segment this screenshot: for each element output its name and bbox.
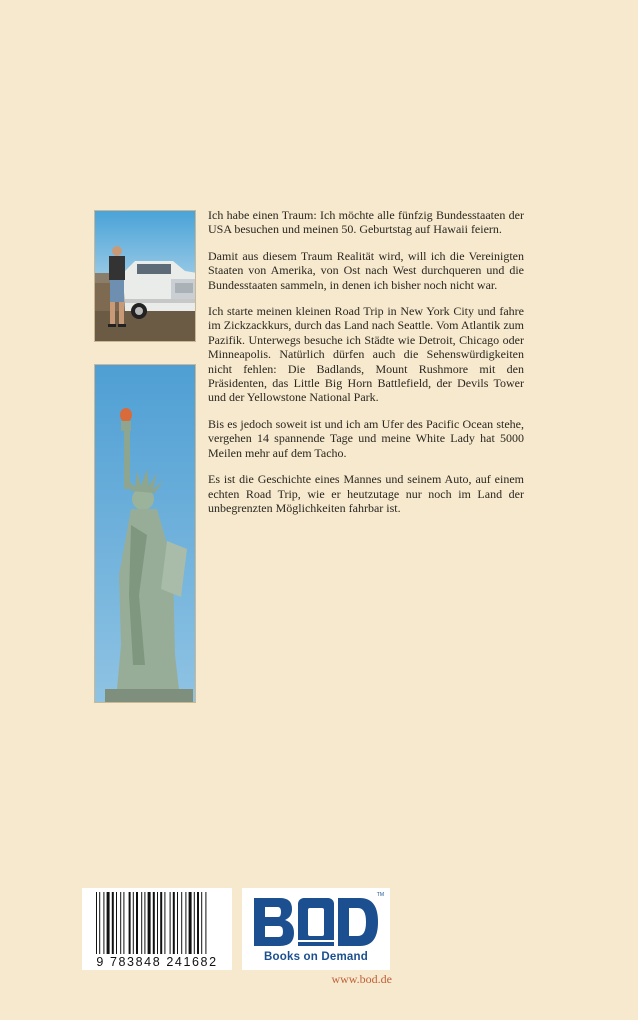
barcode-bar xyxy=(133,892,134,954)
isbn-barcode xyxy=(82,888,232,970)
barcode-bar xyxy=(194,892,195,954)
barcode-bar xyxy=(153,892,155,954)
barcode-bar xyxy=(99,892,100,954)
barcode-bar xyxy=(197,892,199,954)
publisher-logo xyxy=(242,888,390,970)
photo-man-with-car xyxy=(94,210,196,342)
bod-logo-icon xyxy=(252,896,380,948)
barcode-bar xyxy=(116,892,117,954)
barcode-bar xyxy=(177,892,178,954)
barcode-bars xyxy=(82,888,232,956)
blurb-paragraph: Damit aus diesem Traum Realität wird, will ich die Vereinigten Staaten von Amerika, von Ost nach West durchqueren und die Bundesstaaten sammeln, in denen ich bisher noch nicht war. xyxy=(208,248,524,292)
isbn-number: 9 783848 241682 xyxy=(96,955,218,969)
barcode-bar xyxy=(129,892,131,954)
barcode-bar xyxy=(112,892,114,954)
bod-tagline: Books on Demand xyxy=(264,951,368,963)
barcode-bar xyxy=(189,892,192,954)
barcode-bar xyxy=(205,892,206,954)
photo-statue-of-liberty xyxy=(94,364,196,703)
barcode-bar xyxy=(157,892,158,954)
barcode-bar xyxy=(123,892,124,954)
barcode-bar xyxy=(170,892,171,954)
barcode-bar xyxy=(120,892,121,954)
back-cover-blurb xyxy=(208,208,524,527)
blurb-paragraph: Es ist die Geschichte eines Mannes und seinem Auto, auf einem echten Road Trip, wie er heutzutage nur noch im Land der unbegrenzten Möglichkeiten fahrbar ist. xyxy=(208,472,524,515)
barcode-bar xyxy=(144,892,145,954)
barcode-bar xyxy=(148,892,151,954)
barcode-bar xyxy=(141,892,142,954)
barcode-bar xyxy=(185,892,186,954)
barcode-bar xyxy=(107,892,110,954)
barcode-bar xyxy=(136,892,138,954)
barcode-bar xyxy=(103,892,104,954)
blurb-paragraph: Ich starte meinen kleinen Road Trip in New York City und fahre im Zickzackkurs, durch das Land nach Seattle. Vom Atlantik zum Pazifik. Unterwegs besuche ich Städte wie Detroit, Chicago oder Minneapolis. Natürlich dürfen auch die Sehenswürdigkeiten nicht fehlen: Die Badlands, Mount Rushmore mit den Präsidenten, das Little Big Horn Battlefield, der Devils Tower und der Yellowstone National Park. xyxy=(208,304,524,405)
barcode-bar xyxy=(96,892,97,954)
barcode-bar xyxy=(160,892,162,954)
blurb-paragraph: Bis es jedoch soweit ist und ich am Ufer des Pacific Ocean stehe, vergehen 14 spannende Tage und meine White Lady hat 5000 Meilen mehr auf dem Tacho. xyxy=(208,416,524,460)
blurb-paragraph: Ich habe einen Traum: Ich möchte alle fünfzig Bundesstaaten der USA besuchen und meinen 50. Geburtstag auf Hawaii feiern. xyxy=(208,208,524,237)
barcode-bar xyxy=(173,892,175,954)
barcode-bar xyxy=(164,892,165,954)
barcode-bar xyxy=(181,892,182,954)
publisher-website[interactable]: www.bod.de xyxy=(331,972,392,986)
barcode-bar xyxy=(201,892,202,954)
trademark-symbol: TM xyxy=(376,892,384,898)
